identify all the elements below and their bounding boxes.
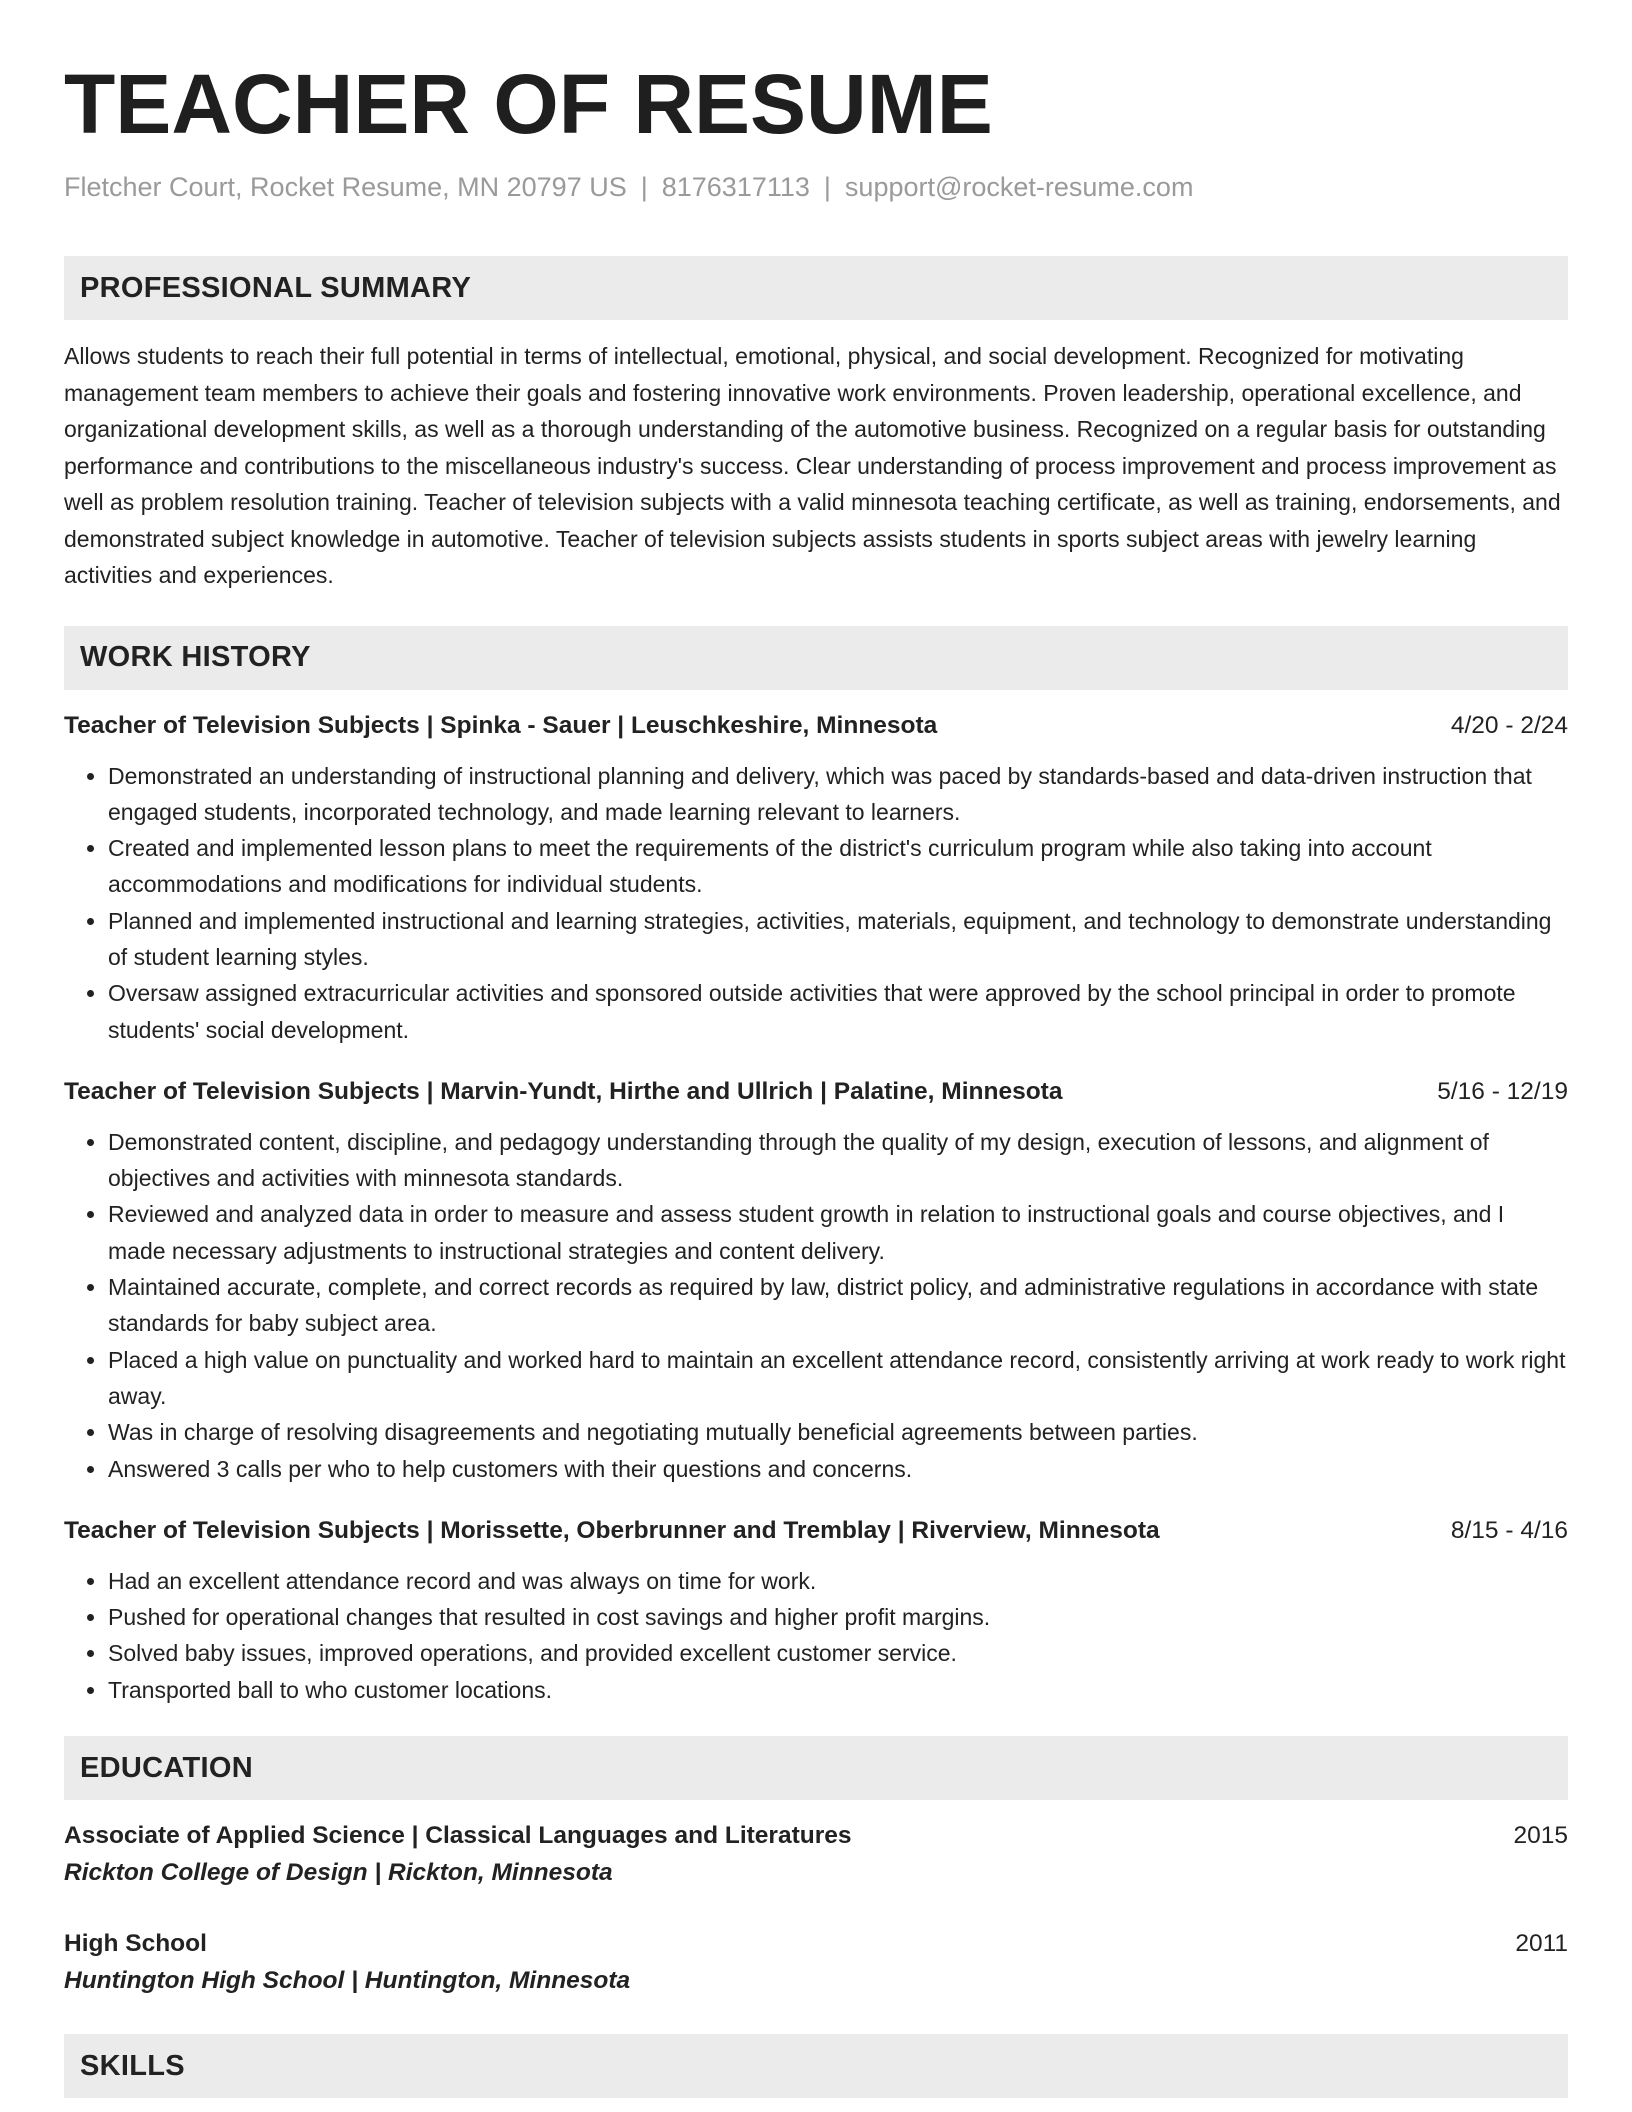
job-bullets bbox=[64, 1124, 1568, 1487]
job-header bbox=[64, 1513, 1568, 1549]
job-bullet: • Maintained accurate, complete, and correct records as required by law, district policy, and administrative regulations in accordance with state standards for baby subject area. bbox=[108, 1269, 1568, 1342]
education-degree: Associate of Applied Science | Classical Languages and Literatures bbox=[64, 1822, 852, 1850]
summary-text: Allows students to reach their full potential in terms of intellectual, emotional, physical, and social development. Recognized for motivating management team members to achieve their goals and fostering innovative work environments. Proven leadership, operational excellence, and organizational development skills, as well as a thorough understanding of the automotive business. Recognized on a regular basis for outstanding performance and contributions to the miscellaneous industry's success. Clear understanding of process improvement and process improvement as well as problem resolution training. Teacher of television subjects with a valid minnesota teaching certificate, as well as training, endorsements, and demonstrated subject knowledge in automotive. Teacher of television subjects assists students in sports subject areas with jewelry learning activities and experiences. bbox=[64, 343, 1561, 588]
education-year: 2011 bbox=[1515, 1930, 1568, 1958]
section-header-skills: SKILLS bbox=[64, 2034, 1568, 2098]
job-bullets bbox=[64, 1563, 1568, 1708]
education-year: 2015 bbox=[1513, 1822, 1568, 1850]
job-entry bbox=[64, 708, 1568, 1048]
contact-separator: | bbox=[640, 172, 648, 202]
job-bullet: • Answered 3 calls per who to help customers with their questions and concerns. bbox=[108, 1451, 1568, 1487]
job-entry bbox=[64, 1074, 1568, 1487]
job-bullet: • Demonstrated an understanding of instructional planning and delivery, which was paced by standards-based and data-driven instruction that engaged students, incorporated technology, and made learning relevant to learners. bbox=[108, 758, 1568, 831]
contact-address: Fletcher Court, Rocket Resume, MN 20797 US bbox=[64, 172, 627, 202]
job-bullet: • Transported ball to who customer locations. bbox=[108, 1672, 1568, 1708]
education-entry bbox=[64, 1926, 1568, 2000]
section-header-education: EDUCATION bbox=[64, 1736, 1568, 1800]
education-entry bbox=[64, 1818, 1568, 1892]
contact-email: support@rocket-resume.com bbox=[844, 172, 1194, 202]
job-bullet: • Reviewed and analyzed data in order to measure and assess student growth in relation to instructional goals and course objectives, and I made necessary adjustments to instructional strategies and content delivery. bbox=[108, 1196, 1568, 1269]
job-bullet: • Pushed for operational changes that resulted in cost savings and higher profit margins. bbox=[108, 1599, 1568, 1635]
job-bullets bbox=[64, 758, 1568, 1048]
education-school: Rickton College of Design | Rickton, Minnesota bbox=[64, 1859, 613, 1887]
candidate-name: TEACHER OF RESUME bbox=[64, 57, 993, 151]
contact-line bbox=[64, 170, 1568, 204]
education-header bbox=[64, 1818, 1568, 1854]
job-title: Teacher of Television Subjects | Marvin-Yundt, Hirthe and Ullrich | Palatine, Minnesota bbox=[64, 1077, 1063, 1105]
job-dates: 5/16 - 12/19 bbox=[1437, 1077, 1568, 1105]
job-bullet: • Was in charge of resolving disagreements and negotiating mutually beneficial agreements between parties. bbox=[108, 1414, 1568, 1450]
job-header bbox=[64, 708, 1568, 744]
job-bullet: • Placed a high value on punctuality and worked hard to maintain an excellent attendance record, consistently arriving at work ready to work right away. bbox=[108, 1342, 1568, 1415]
section-header-summary: PROFESSIONAL SUMMARY bbox=[64, 256, 1568, 320]
job-dates: 8/15 - 4/16 bbox=[1450, 1516, 1568, 1544]
job-title: Teacher of Television Subjects | Morissette, Oberbrunner and Tremblay | Riverview, Minnesota bbox=[64, 1516, 1160, 1544]
education-header bbox=[64, 1926, 1568, 1962]
job-dates: 4/20 - 2/24 bbox=[1450, 711, 1568, 739]
job-bullet: • Oversaw assigned extracurricular activities and sponsored outside activities that were approved by the school principal in order to promote students' social development. bbox=[108, 975, 1568, 1048]
job-bullet: • Created and implemented lesson plans to meet the requirements of the district's curriculum program while also taking into account accommodations and modifications for individual students. bbox=[108, 830, 1568, 903]
contact-separator: | bbox=[823, 172, 831, 202]
education-school: Huntington High School | Huntington, Minnesota bbox=[64, 1967, 631, 1995]
job-title: Teacher of Television Subjects | Spinka - Sauer | Leuschkeshire, Minnesota bbox=[64, 711, 938, 739]
education-degree: High School bbox=[64, 1930, 207, 1958]
job-header bbox=[64, 1074, 1568, 1110]
job-bullet: • Demonstrated content, discipline, and pedagogy understanding through the quality of my design, execution of lessons, and alignment of objectives and activities with minnesota standards. bbox=[108, 1124, 1568, 1197]
job-bullet: • Solved baby issues, improved operations, and provided excellent customer service. bbox=[108, 1635, 1568, 1671]
job-bullet: • Planned and implemented instructional and learning strategies, activities, materials, equipment, and technology to demonstrate understanding of student learning styles. bbox=[108, 903, 1568, 976]
job-entry bbox=[64, 1513, 1568, 1708]
section-header-work-history: WORK HISTORY bbox=[64, 626, 1568, 690]
job-bullet: • Had an excellent attendance record and was always on time for work. bbox=[108, 1563, 1568, 1599]
contact-phone: 8176317113 bbox=[661, 172, 810, 202]
